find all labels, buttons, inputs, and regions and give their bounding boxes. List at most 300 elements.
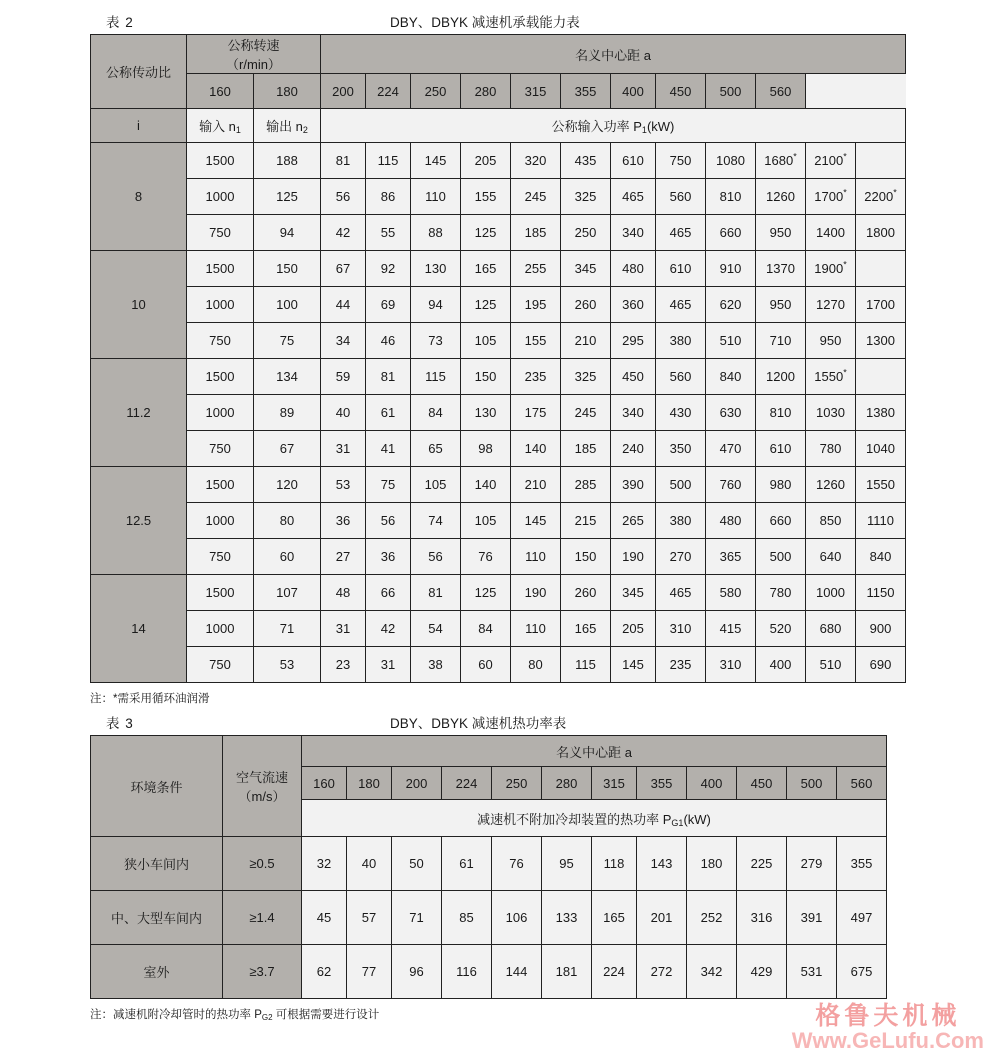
power-cell: 36 <box>321 503 366 539</box>
power-cell: 94 <box>411 287 461 323</box>
th-nominal-power-pre: 公称输入功率 P <box>551 119 642 134</box>
power-cell: 480 <box>706 503 756 539</box>
power-cell: 145 <box>611 647 656 683</box>
thermal-power-cell: 497 <box>837 891 887 945</box>
power-cell: 690 <box>856 647 906 683</box>
th-size-280: 280 <box>461 74 511 109</box>
th-nominal-power-sub: 1 <box>641 125 647 135</box>
power-cell <box>856 251 906 287</box>
th-thermal-power-sub: G1 <box>671 817 684 828</box>
thermal-power-cell: 225 <box>737 837 787 891</box>
power-cell: 1900* <box>806 251 856 287</box>
output-speed-cell: 125 <box>254 179 321 215</box>
power-cell: 105 <box>461 323 511 359</box>
power-cell: 60 <box>461 647 511 683</box>
power-cell: 470 <box>706 431 756 467</box>
power-cell: 81 <box>321 143 366 179</box>
output-speed-cell: 94 <box>254 215 321 251</box>
input-speed-cell: 750 <box>187 539 254 575</box>
power-cell: 110 <box>511 611 561 647</box>
power-cell: 115 <box>411 359 461 395</box>
power-cell: 810 <box>756 395 806 431</box>
power-cell: 165 <box>561 611 611 647</box>
table-row <box>91 539 906 575</box>
output-speed-cell: 120 <box>254 467 321 503</box>
output-speed-cell: 150 <box>254 251 321 287</box>
th-thermal-power <box>302 800 887 837</box>
power-cell: 1080 <box>706 143 756 179</box>
table3-head <box>91 736 887 837</box>
power-cell: 660 <box>706 215 756 251</box>
table3-caption-label: 表 3 <box>106 716 134 731</box>
thermal-power-cell: 224 <box>592 945 637 999</box>
th-air-speed-line2: （m/s） <box>238 789 286 804</box>
power-cell: 210 <box>511 467 561 503</box>
environment-cell: 中、大型车间内 <box>91 891 223 945</box>
power-cell: 500 <box>656 467 706 503</box>
thermal-power-cell: 316 <box>737 891 787 945</box>
power-cell: 105 <box>411 467 461 503</box>
table-row <box>91 891 887 945</box>
power-cell: 235 <box>511 359 561 395</box>
power-cell: 365 <box>706 539 756 575</box>
th-air-speed <box>223 736 302 837</box>
thermal-power-cell: 355 <box>837 837 887 891</box>
th-center-distance-group: 名义中心距 a <box>321 35 906 74</box>
power-cell: 115 <box>561 647 611 683</box>
power-cell <box>856 143 906 179</box>
th-size-500: 500 <box>706 74 756 109</box>
power-cell: 285 <box>561 467 611 503</box>
environment-cell: 室外 <box>91 945 223 999</box>
power-cell: 1040 <box>856 431 906 467</box>
thermal-power-cell: 45 <box>302 891 347 945</box>
air-speed-cell: ≥0.5 <box>223 837 302 891</box>
th-input-speed-sub: 1 <box>235 125 241 135</box>
power-cell: 1000 <box>806 575 856 611</box>
power-cell: 1700 <box>856 287 906 323</box>
power-cell: 190 <box>511 575 561 611</box>
th-size-200: 200 <box>321 74 366 109</box>
ratio-cell: 8 <box>91 143 187 251</box>
power-cell: 125 <box>461 215 511 251</box>
power-cell: 110 <box>411 179 461 215</box>
power-cell: 950 <box>756 215 806 251</box>
th-t3-size-355: 355 <box>637 767 687 800</box>
power-cell: 610 <box>656 251 706 287</box>
power-cell: 840 <box>706 359 756 395</box>
power-cell: 55 <box>366 215 411 251</box>
power-cell: 250 <box>561 215 611 251</box>
asterisk-marker: * <box>843 151 847 162</box>
power-cell: 950 <box>756 287 806 323</box>
power-cell: 54 <box>411 611 461 647</box>
thermal-power-cell: 279 <box>787 837 837 891</box>
th-input-speed-label: 输入 n <box>199 119 236 134</box>
thermal-power-cell: 77 <box>347 945 392 999</box>
power-cell: 760 <box>706 467 756 503</box>
power-cell: 23 <box>321 647 366 683</box>
thermal-power-cell: 61 <box>442 837 492 891</box>
power-cell: 580 <box>706 575 756 611</box>
output-speed-cell: 100 <box>254 287 321 323</box>
power-cell: 205 <box>461 143 511 179</box>
input-speed-cell: 750 <box>187 431 254 467</box>
thermal-power-cell: 76 <box>492 837 542 891</box>
thermal-power-table <box>90 735 887 999</box>
power-cell: 465 <box>656 215 706 251</box>
th-nominal-power-post: (kW) <box>646 119 675 134</box>
thermal-power-cell: 96 <box>392 945 442 999</box>
power-cell: 155 <box>511 323 561 359</box>
power-cell: 48 <box>321 575 366 611</box>
table-row <box>91 837 887 891</box>
thermal-power-cell: 85 <box>442 891 492 945</box>
th-size-315: 315 <box>511 74 561 109</box>
power-cell: 610 <box>756 431 806 467</box>
power-cell: 660 <box>756 503 806 539</box>
ratio-cell: 10 <box>91 251 187 359</box>
thermal-power-cell: 32 <box>302 837 347 891</box>
th-thermal-power-pre: 减速机不附加冷却装置的热功率 P <box>477 811 672 827</box>
power-cell: 38 <box>411 647 461 683</box>
table-row <box>91 431 906 467</box>
thermal-power-cell: 675 <box>837 945 887 999</box>
power-cell: 610 <box>611 143 656 179</box>
thermal-power-cell: 391 <box>787 891 837 945</box>
power-cell: 390 <box>611 467 656 503</box>
table2-caption-label: 表 2 <box>106 15 134 30</box>
ratio-cell: 12.5 <box>91 467 187 575</box>
power-cell: 115 <box>366 143 411 179</box>
asterisk-marker: * <box>893 187 897 198</box>
power-cell: 42 <box>321 215 366 251</box>
output-speed-cell: 75 <box>254 323 321 359</box>
power-cell: 980 <box>756 467 806 503</box>
table2-header-row-1 <box>91 35 906 74</box>
power-cell: 510 <box>706 323 756 359</box>
power-cell: 1550* <box>806 359 856 395</box>
power-cell: 140 <box>461 467 511 503</box>
power-cell: 1300 <box>856 323 906 359</box>
asterisk-marker: * <box>843 259 847 270</box>
power-cell: 345 <box>611 575 656 611</box>
input-speed-cell: 750 <box>187 647 254 683</box>
power-cell: 56 <box>321 179 366 215</box>
watermark <box>791 1000 984 1053</box>
power-cell: 325 <box>561 359 611 395</box>
input-speed-cell: 1000 <box>187 395 254 431</box>
power-cell: 145 <box>411 143 461 179</box>
input-speed-cell: 750 <box>187 215 254 251</box>
power-cell: 190 <box>611 539 656 575</box>
power-cell: 310 <box>706 647 756 683</box>
power-cell: 430 <box>656 395 706 431</box>
power-cell: 260 <box>561 287 611 323</box>
thermal-power-cell: 165 <box>592 891 637 945</box>
power-cell: 125 <box>461 287 511 323</box>
power-cell: 360 <box>611 287 656 323</box>
power-cell <box>856 359 906 395</box>
table-row <box>91 287 906 323</box>
power-cell: 44 <box>321 287 366 323</box>
power-cell: 560 <box>656 179 706 215</box>
output-speed-cell: 60 <box>254 539 321 575</box>
thermal-power-cell: 143 <box>637 837 687 891</box>
table-row <box>91 467 906 503</box>
th-output-speed-sub: 2 <box>302 125 308 135</box>
th-t3-size-250: 250 <box>492 767 542 800</box>
power-cell: 98 <box>461 431 511 467</box>
table3-header-row-1 <box>91 736 887 767</box>
thermal-power-cell: 201 <box>637 891 687 945</box>
power-cell: 1700* <box>806 179 856 215</box>
power-cell: 215 <box>561 503 611 539</box>
power-cell: 31 <box>366 647 411 683</box>
power-cell: 1270 <box>806 287 856 323</box>
power-cell: 680 <box>806 611 856 647</box>
power-cell: 205 <box>611 611 656 647</box>
th-size-400: 400 <box>611 74 656 109</box>
power-cell: 2200* <box>856 179 906 215</box>
th-environment: 环境条件 <box>91 736 223 837</box>
thermal-power-cell: 71 <box>392 891 442 945</box>
power-cell: 255 <box>511 251 561 287</box>
th-size-160: 160 <box>187 74 254 109</box>
table3-caption <box>90 709 902 735</box>
power-cell: 125 <box>461 575 511 611</box>
output-speed-cell: 67 <box>254 431 321 467</box>
power-cell: 310 <box>656 611 706 647</box>
power-cell: 81 <box>366 359 411 395</box>
power-cell: 465 <box>656 575 706 611</box>
power-cell: 1030 <box>806 395 856 431</box>
output-speed-cell: 53 <box>254 647 321 683</box>
input-speed-cell: 1500 <box>187 143 254 179</box>
power-cell: 1200 <box>756 359 806 395</box>
power-cell: 340 <box>611 215 656 251</box>
power-cell: 910 <box>706 251 756 287</box>
table3-note-pre: 注：减速机附冷却管时的热功率 P <box>90 1009 262 1021</box>
power-cell: 480 <box>611 251 656 287</box>
power-cell: 145 <box>511 503 561 539</box>
power-cell: 110 <box>511 539 561 575</box>
th-size-250: 250 <box>411 74 461 109</box>
thermal-power-cell: 118 <box>592 837 637 891</box>
power-cell: 1800 <box>856 215 906 251</box>
asterisk-marker: * <box>843 367 847 378</box>
power-cell: 1370 <box>756 251 806 287</box>
air-speed-cell: ≥1.4 <box>223 891 302 945</box>
power-cell: 380 <box>656 503 706 539</box>
power-cell: 210 <box>561 323 611 359</box>
power-cell: 165 <box>461 251 511 287</box>
power-cell: 53 <box>321 467 366 503</box>
table2-caption <box>90 8 902 34</box>
th-center-distance-group-t3: 名义中心距 a <box>302 736 887 767</box>
output-speed-cell: 89 <box>254 395 321 431</box>
power-cell: 295 <box>611 323 656 359</box>
power-cell: 415 <box>706 611 756 647</box>
table2-head <box>91 35 906 143</box>
power-cell: 1380 <box>856 395 906 431</box>
thermal-power-cell: 57 <box>347 891 392 945</box>
thermal-power-cell: 181 <box>542 945 592 999</box>
power-cell: 435 <box>561 143 611 179</box>
thermal-power-cell: 531 <box>787 945 837 999</box>
power-cell: 150 <box>461 359 511 395</box>
table3-caption-title: DBY、DBYK 减速机热功率表 <box>390 716 567 731</box>
power-cell: 195 <box>511 287 561 323</box>
power-cell: 900 <box>856 611 906 647</box>
power-cell: 76 <box>461 539 511 575</box>
power-cell: 350 <box>656 431 706 467</box>
table-row <box>91 251 906 287</box>
th-size-355: 355 <box>561 74 611 109</box>
power-cell: 1150 <box>856 575 906 611</box>
power-cell: 520 <box>756 611 806 647</box>
input-speed-cell: 1500 <box>187 359 254 395</box>
environment-cell: 狭小车间内 <box>91 837 223 891</box>
th-size-180: 180 <box>254 74 321 109</box>
thermal-power-cell: 272 <box>637 945 687 999</box>
thermal-power-cell: 50 <box>392 837 442 891</box>
power-cell: 81 <box>411 575 461 611</box>
power-cell: 270 <box>656 539 706 575</box>
power-cell: 61 <box>366 395 411 431</box>
th-t3-size-450: 450 <box>737 767 787 800</box>
power-cell: 1110 <box>856 503 906 539</box>
th-t3-size-224: 224 <box>442 767 492 800</box>
input-speed-cell: 1000 <box>187 503 254 539</box>
thermal-power-cell: 40 <box>347 837 392 891</box>
power-cell: 245 <box>561 395 611 431</box>
power-cell: 84 <box>411 395 461 431</box>
power-cell: 31 <box>321 611 366 647</box>
th-t3-size-560: 560 <box>837 767 887 800</box>
watermark-chinese: 格鲁夫机械 <box>815 1000 961 1030</box>
power-cell: 1260 <box>806 467 856 503</box>
table3-note-post: 可根据需要进行设计 <box>272 1009 380 1021</box>
power-cell: 150 <box>561 539 611 575</box>
power-cell: 400 <box>756 647 806 683</box>
power-cell: 46 <box>366 323 411 359</box>
th-size-450: 450 <box>656 74 706 109</box>
input-speed-cell: 750 <box>187 323 254 359</box>
th-speed <box>187 35 321 74</box>
table-row <box>91 611 906 647</box>
power-cell: 245 <box>511 179 561 215</box>
power-cell: 510 <box>806 647 856 683</box>
thermal-power-cell: 106 <box>492 891 542 945</box>
power-cell: 260 <box>561 575 611 611</box>
power-cell: 75 <box>366 467 411 503</box>
power-cell: 86 <box>366 179 411 215</box>
th-thermal-power-post: (kW) <box>683 811 711 827</box>
table-row <box>91 215 906 251</box>
power-cell: 750 <box>656 143 706 179</box>
power-cell: 320 <box>511 143 561 179</box>
power-cell: 73 <box>411 323 461 359</box>
power-cell: 140 <box>511 431 561 467</box>
power-cell: 950 <box>806 323 856 359</box>
power-cell: 345 <box>561 251 611 287</box>
input-speed-cell: 1000 <box>187 179 254 215</box>
power-cell: 84 <box>461 611 511 647</box>
thermal-power-cell: 116 <box>442 945 492 999</box>
input-speed-cell: 1500 <box>187 575 254 611</box>
power-cell: 710 <box>756 323 806 359</box>
power-cell: 42 <box>366 611 411 647</box>
th-size-560: 560 <box>756 74 806 109</box>
power-cell: 56 <box>411 539 461 575</box>
power-cell: 31 <box>321 431 366 467</box>
table2-header-row-3 <box>91 109 906 143</box>
power-cell: 155 <box>461 179 511 215</box>
power-cell: 130 <box>461 395 511 431</box>
power-cell: 185 <box>511 215 561 251</box>
power-cell: 235 <box>656 647 706 683</box>
output-speed-cell: 107 <box>254 575 321 611</box>
table2-note: 注：*需采用循环油润滑 <box>90 693 210 705</box>
input-speed-cell: 1000 <box>187 287 254 323</box>
asterisk-marker: * <box>793 151 797 162</box>
th-t3-size-200: 200 <box>392 767 442 800</box>
power-cell: 27 <box>321 539 366 575</box>
table2-header-row-2 <box>91 74 906 109</box>
power-cell: 465 <box>656 287 706 323</box>
table-row <box>91 323 906 359</box>
table-row <box>91 503 906 539</box>
power-cell: 850 <box>806 503 856 539</box>
th-speed-line2: （r/min） <box>226 57 281 72</box>
output-speed-cell: 134 <box>254 359 321 395</box>
thermal-power-cell: 342 <box>687 945 737 999</box>
power-cell: 34 <box>321 323 366 359</box>
power-cell: 450 <box>611 359 656 395</box>
thermal-power-cell: 144 <box>492 945 542 999</box>
power-cell: 780 <box>806 431 856 467</box>
table2-caption-title: DBY、DBYK 减速机承载能力表 <box>390 15 580 30</box>
table-row <box>91 359 906 395</box>
table2-body <box>91 143 906 683</box>
table-row <box>91 143 906 179</box>
air-speed-cell: ≥3.7 <box>223 945 302 999</box>
power-cell: 130 <box>411 251 461 287</box>
th-ratio-symbol: i <box>91 109 187 143</box>
power-cell: 1680* <box>756 143 806 179</box>
table-row <box>91 945 887 999</box>
asterisk-marker: * <box>843 187 847 198</box>
power-cell: 66 <box>366 575 411 611</box>
th-nominal-power <box>321 109 906 143</box>
th-t3-size-315: 315 <box>592 767 637 800</box>
th-ratio: 公称传动比 <box>91 35 187 109</box>
power-cell: 65 <box>411 431 461 467</box>
power-cell: 59 <box>321 359 366 395</box>
power-cell: 1260 <box>756 179 806 215</box>
power-cell: 67 <box>321 251 366 287</box>
output-speed-cell: 80 <box>254 503 321 539</box>
power-cell: 500 <box>756 539 806 575</box>
power-cell: 74 <box>411 503 461 539</box>
power-cell: 105 <box>461 503 511 539</box>
power-cell: 69 <box>366 287 411 323</box>
th-t3-size-280: 280 <box>542 767 592 800</box>
output-speed-cell: 188 <box>254 143 321 179</box>
top-spacer <box>0 0 992 8</box>
power-cell: 80 <box>511 647 561 683</box>
